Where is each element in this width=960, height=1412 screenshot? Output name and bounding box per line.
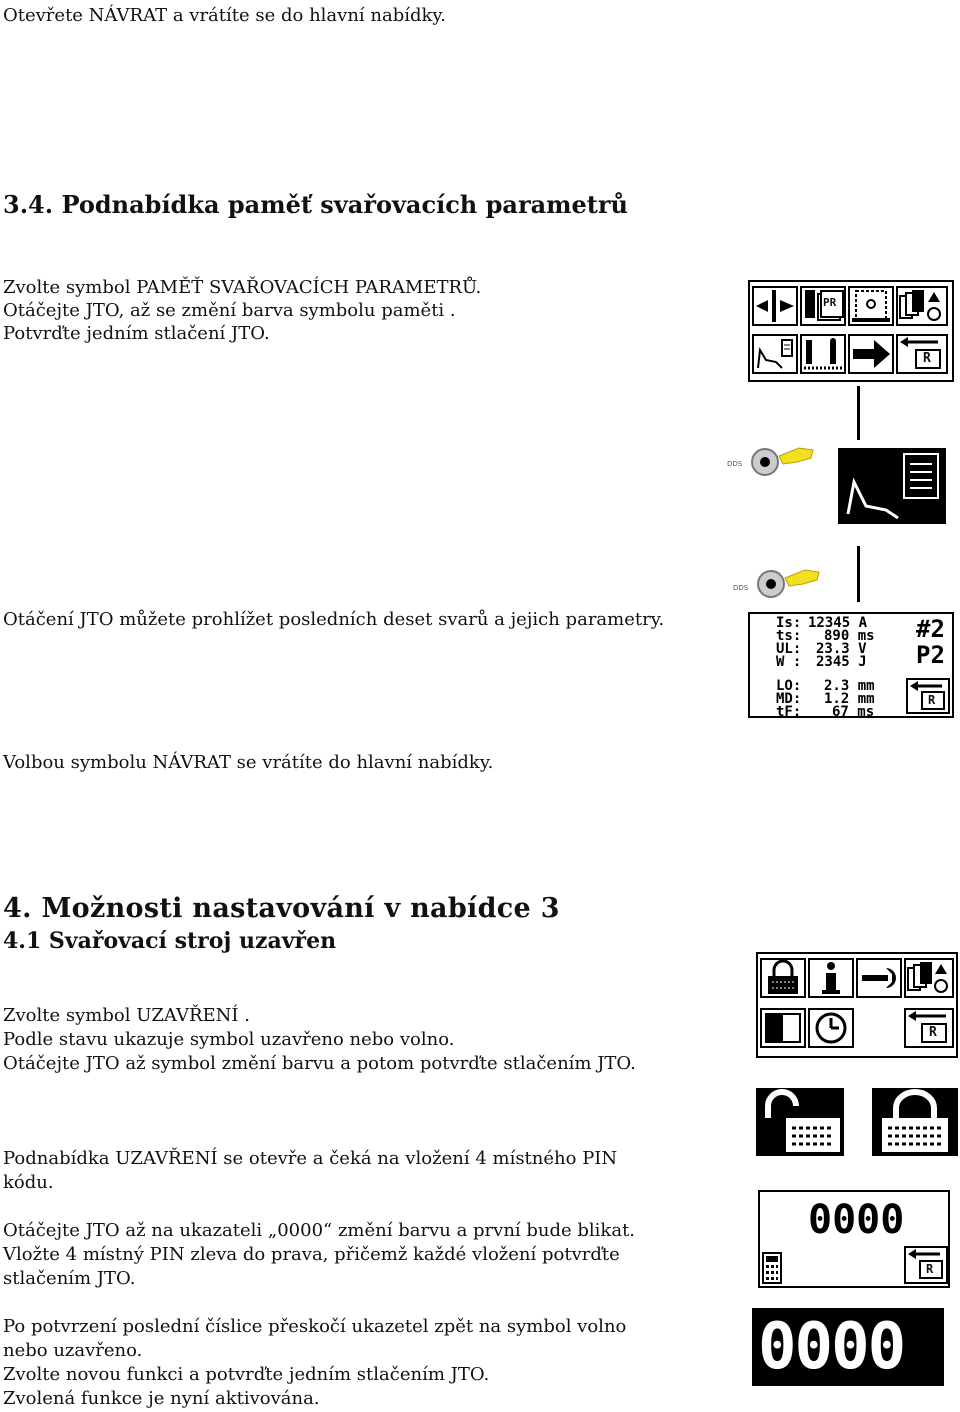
weld-record-screen <box>748 612 954 718</box>
pin-screen <box>758 1190 950 1288</box>
return-icon <box>904 1008 954 1048</box>
wrench-icon <box>856 958 902 998</box>
return-letter: R <box>928 693 936 707</box>
weld-number: #2 <box>916 615 945 643</box>
memory-icon <box>904 958 954 998</box>
return-letter: R <box>926 1262 934 1276</box>
paragraph: Otáčejte JTO, až se změní barva symbolu paměti . <box>3 300 456 321</box>
program-number: P2 <box>916 641 945 669</box>
paragraph: Zvolte symbol PAMĚŤ SVAŘOVACÍCH PARAMETRŮ. <box>3 277 482 298</box>
ul-label: UL: <box>776 641 802 657</box>
ts-value: 890 ms <box>824 628 875 644</box>
md-value: 1.2 mm <box>824 691 875 707</box>
return-letter: R <box>923 351 931 366</box>
pattern-icon <box>848 286 894 326</box>
pr-label: PR <box>823 296 837 309</box>
pin-big-digits: 0000 <box>758 1310 905 1384</box>
calculator-icon <box>762 1252 782 1284</box>
paragraph: nebo uzavřeno. <box>3 1340 143 1361</box>
return-icon <box>896 334 948 374</box>
curve-screen <box>838 448 946 524</box>
paragraph: Otáčení JTO můžete prohlížet posledních deset svarů a jejich parametry. <box>3 609 665 630</box>
connector-line <box>857 546 860 602</box>
lock-open-icon <box>756 1088 844 1156</box>
paragraph: Podnabídka UZAVŘENÍ se otevře a čeká na vložení 4 místného PIN <box>3 1148 618 1169</box>
knob-label: DDS <box>733 584 749 592</box>
tf-label: tF: <box>776 704 802 720</box>
rotary-knob-icon <box>733 562 823 602</box>
contrast-icon <box>760 1008 806 1048</box>
pin-display: 0000 <box>808 1197 905 1243</box>
paragraph: kódu. <box>3 1172 54 1193</box>
return-icon <box>904 1246 948 1284</box>
paragraph: Podle stavu ukazuje symbol uzavřeno nebo volno. <box>3 1029 455 1050</box>
connector-line <box>857 386 860 440</box>
arrow-right-icon <box>848 334 894 374</box>
lo-value: 2.3 mm <box>824 678 875 694</box>
return-letter: R <box>929 1025 937 1040</box>
paragraph: stlačením JTO. <box>3 1268 136 1289</box>
pr-icon <box>800 286 846 326</box>
intro-text: Otevřete NÁVRAT a vrátíte se do hlavní nabídky. <box>3 5 446 26</box>
menu-screen <box>748 280 954 382</box>
ul-value: 23.3 V <box>816 641 867 657</box>
tools-icon <box>800 334 846 374</box>
memory-icon <box>896 286 948 326</box>
clock-icon <box>808 1008 854 1048</box>
paragraph: Volbou symbolu NÁVRAT se vrátíte do hlavní nabídky. <box>3 752 494 773</box>
md-label: MD: <box>776 691 802 707</box>
paragraph: Vložte 4 místný PIN zleva do prava, přičemž každé vložení potvrďte <box>3 1244 620 1265</box>
curve-doc-icon <box>752 334 798 374</box>
menu3-screen <box>756 952 958 1058</box>
section-4-1-heading: 4.1 Svařovací stroj uzavřen <box>3 928 337 954</box>
paragraph: Otáčejte JTO až symbol změní barvu a potom potvrďte stlačením JTO. <box>3 1053 636 1074</box>
is-value: 12345 A <box>808 615 868 631</box>
paragraph: Potvrďte jedním stlačení JTO. <box>3 323 270 344</box>
section-4-heading: 4. Možnosti nastavování v nabídce 3 <box>3 893 560 924</box>
info-icon <box>808 958 854 998</box>
is-label: Is: <box>776 615 802 631</box>
paragraph: Zvolte symbol UZAVŘENÍ . <box>3 1005 250 1026</box>
tf-value: 67 ms <box>832 704 875 720</box>
knob-label: DDS <box>727 460 743 468</box>
ts-label: ts: <box>776 628 802 644</box>
paragraph: Zvolená funkce je nyní aktivována. <box>3 1388 320 1409</box>
lock-closed-icon <box>872 1088 958 1156</box>
return-icon <box>906 678 950 714</box>
lo-label: LO: <box>776 678 802 694</box>
rotary-knob-icon <box>727 440 817 480</box>
paragraph: Po potvrzení poslední číslice přeskočí ukazetel zpět na symbol volno <box>3 1316 627 1337</box>
w-value: 2345 J <box>816 654 867 670</box>
paragraph: Otáčejte JTO až na ukazateli „0000“ změní barvu a první bude blikat. <box>3 1220 636 1241</box>
paragraph: Zvolte novou funkci a potvrďte jedním stlačením JTO. <box>3 1364 490 1385</box>
section-3-4-heading: 3.4. Podnabídka paměť svařovacích parametrů <box>3 190 628 219</box>
joint-icon <box>752 286 798 326</box>
lock-icon <box>760 958 806 998</box>
pin-big-display <box>752 1308 944 1386</box>
w-label: W : <box>776 654 802 670</box>
